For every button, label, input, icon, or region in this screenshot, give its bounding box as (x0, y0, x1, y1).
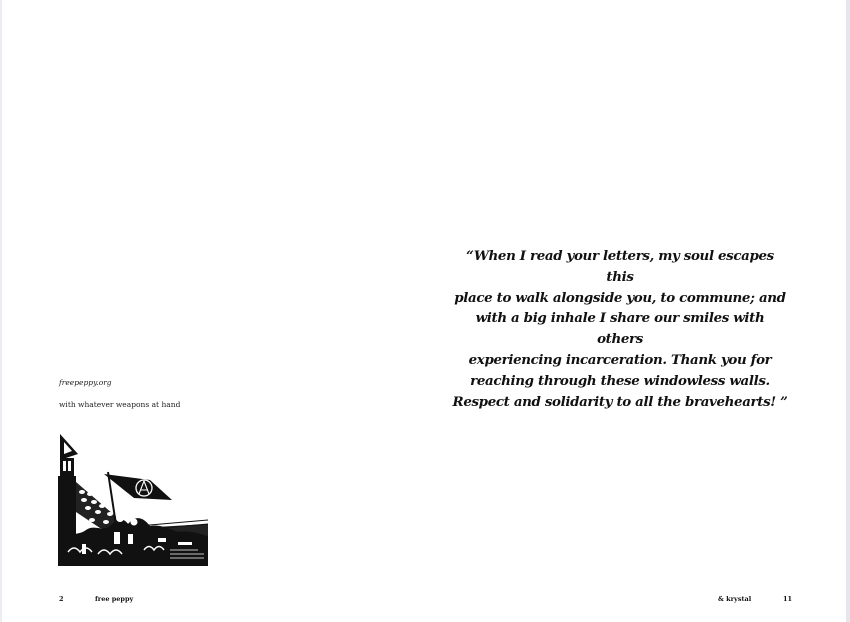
left-page-number: 2 (59, 595, 64, 603)
right-page-number: 11 (783, 595, 793, 603)
tagline-text: with whatever weapons at hand (59, 400, 181, 409)
quote-line: reaching through these windowless walls. (470, 372, 770, 389)
right-running-title: & krystal (718, 595, 752, 603)
quote-line: with a big inhale I share our smiles with others (475, 310, 765, 348)
anarchist-flag-barricade-illustration (58, 432, 208, 570)
left-running-title: free peppy (95, 595, 134, 603)
quote-line: place to walk alongside you, to commune; and (454, 289, 786, 306)
quote-line: Respect and solidarity to all the bravehearts! ” (452, 393, 788, 410)
quote-line: experiencing incarceration. Thank you for (468, 351, 772, 368)
left-page-edge (0, 0, 2, 622)
quote-line: “When I read your letters, my soul escapes this (466, 248, 774, 285)
pull-quote (452, 246, 788, 412)
right-page-edge (846, 0, 850, 622)
website-text: freepeppy.org (59, 378, 112, 387)
